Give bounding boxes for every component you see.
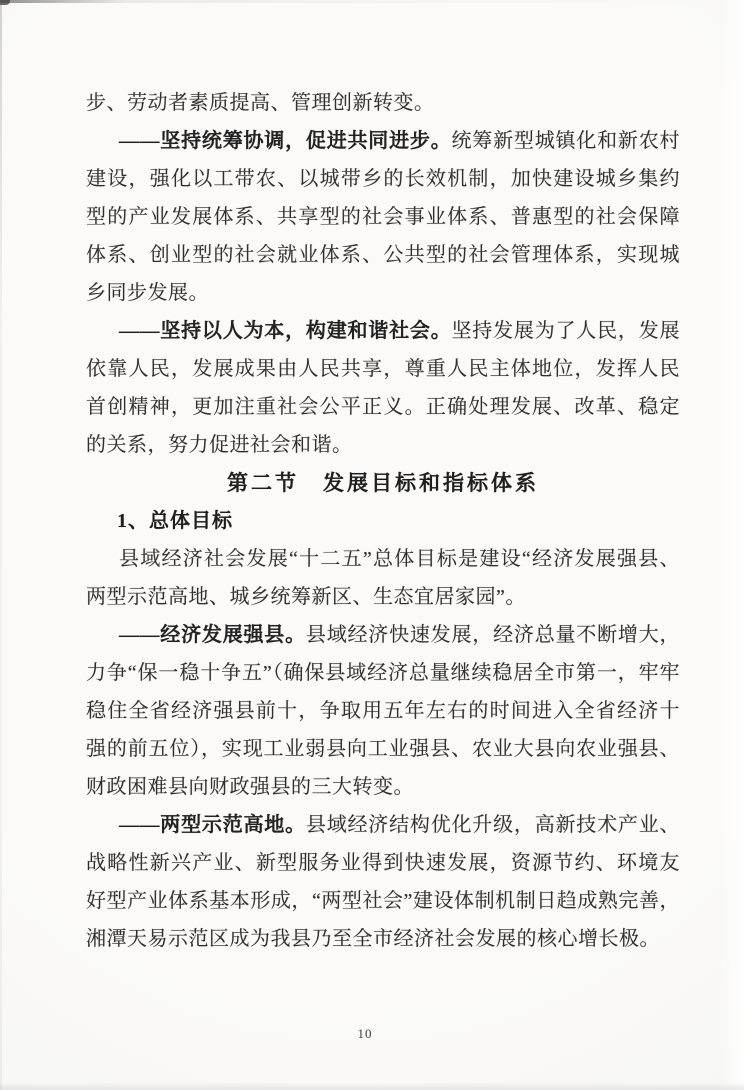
paragraph-coordination-body: 统筹新型城镇化和新农村建设，强化以工带农、以城带乡的长效机制，加快建设城乡集约型的产业发展体系、共享型的社会事业体系、普惠型的社会保障体系、创业型的社会就业体系、公共型的社会管理体系，实现城乡同步发展。 (86, 130, 681, 304)
paragraph-continuation: 步、劳动者素质提高、管理创新转变。 (86, 92, 435, 114)
scan-edge-bottom (0, 1082, 744, 1090)
paragraph-two-oriented-lead: ——两型示范高地。 (119, 814, 306, 836)
paragraph-coordination-lead: ——坚持统筹协调，促进共同进步。 (119, 130, 452, 152)
section-heading: 第二节 发展目标和指标体系 (227, 471, 539, 495)
paragraph-people-first-body: 坚持发展为了人民，发展依靠人民，发展成果由人民共享，尊重人民主体地位，发挥人民首创精神，更加注重社会公平正义。正确处理发展、改革、稳定的关系，努力促进社会和谐。 (86, 320, 681, 456)
scan-edge-right (718, 0, 744, 1090)
subsection-heading: 1、总体目标 (117, 510, 233, 532)
paragraph-two-oriented (86, 806, 680, 958)
paragraph-coordination (86, 122, 680, 312)
paragraph-strong-economy-body: 县域经济快速发展，经济总量不断增大，力争“保一稳十争五”（确保县域经济总量继续稳居全市第一，牢牢稳住全省经济强县前十，争取用五年左右的时间进入全省经济十强的前五位），实现工业弱县向工业强县、农业大县向农业强县、财政困难县向财政强县的三大转变。 (86, 624, 681, 798)
scan-edge-left (0, 0, 2, 1090)
page-number: 10 (357, 1026, 373, 1041)
scan-edge-top (0, 0, 704, 3)
paragraph-two-oriented-body: 县域经济结构优化升级，高新技术产业、战略性新兴产业、新型服务业得到快速发展，资源节约、环境友好型产业体系基本形成，“两型社会”建设体制机制日趋成熟完善，湘潭天易示范区成为我县乃至全市经济社会发展的核心增长极。 (86, 814, 681, 950)
paragraph-strong-economy (86, 616, 680, 806)
paragraph-people-first-lead: ——坚持以人为本，构建和谐社会。 (119, 320, 452, 342)
paragraph-strong-economy-lead: ——经济发展强县。 (119, 624, 306, 646)
paragraph-people-first (86, 312, 680, 464)
paragraph-overall-goal: 县域经济社会发展“十二五”总体目标是建设“经济发展强县、两型示范高地、城乡统筹新区、生态宜居家园”。 (86, 548, 680, 608)
document-body (86, 84, 680, 958)
